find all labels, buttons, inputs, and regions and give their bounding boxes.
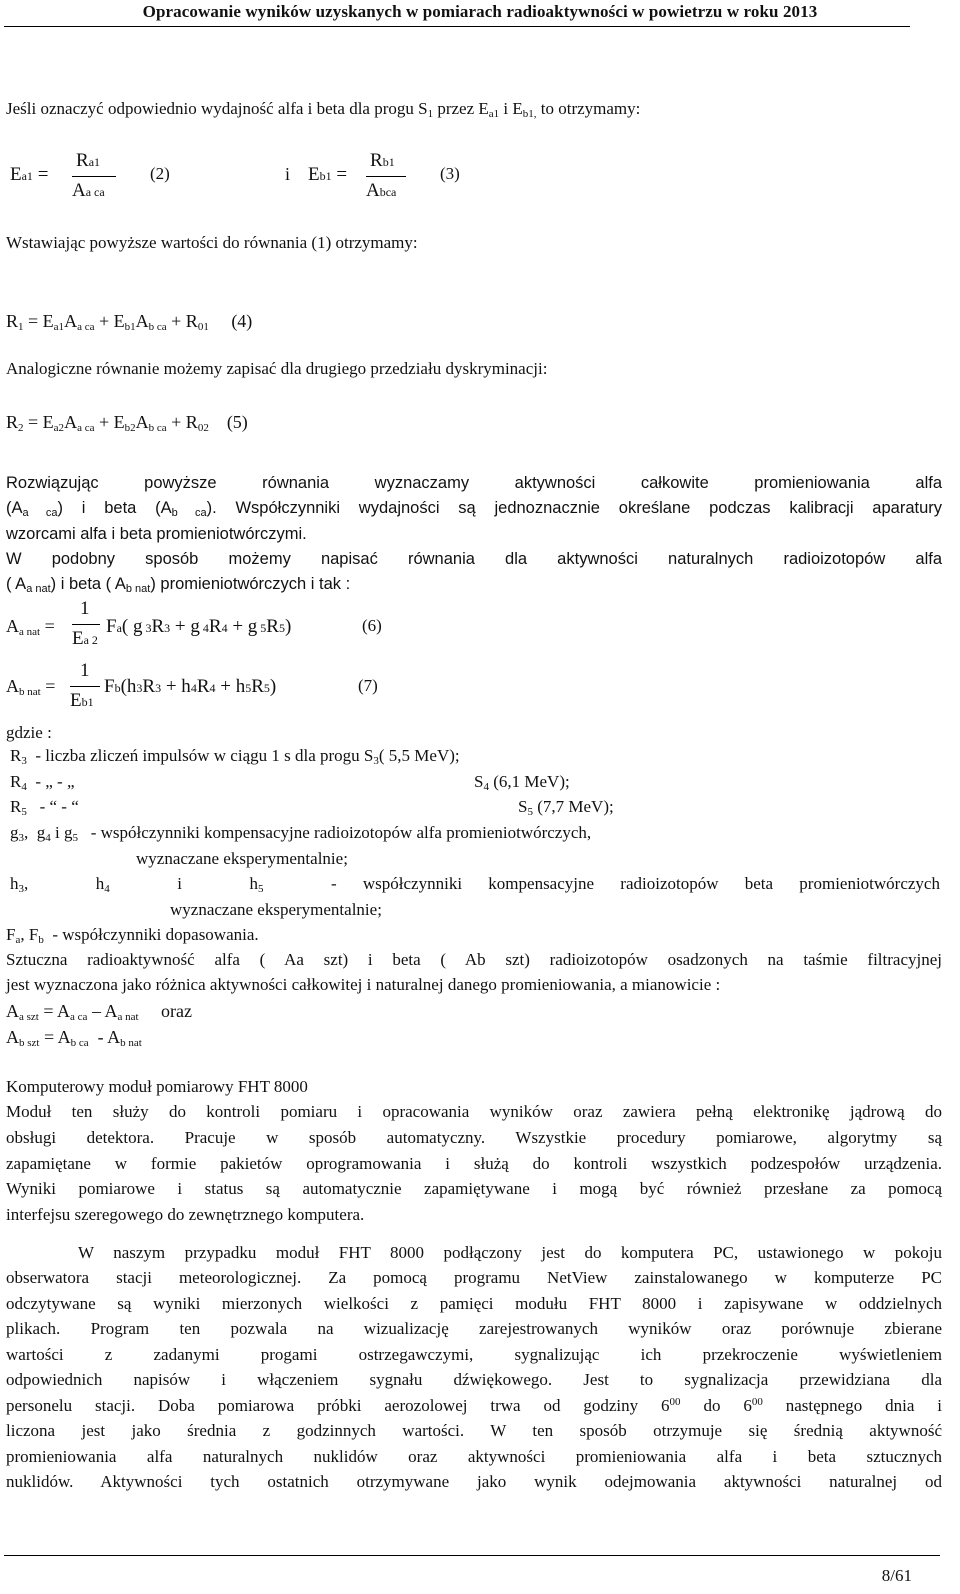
document-page: Opracowanie wyników uzyskanych w pomiarach radioaktywności w powietrzu w roku 2013 Jeśli oznaczyć odpowiednio wydajność alfa i beta dla progu $S_1$ przez $E_{a1}$ i $E_{b1,}$ to otrzymamy: Ea1 = Ra1 Aa ca (2) i Eb1 = Rb1 Abca (3) Wstawiając powyższe wartości do równania (1) otrzymamy: $R_1 = E_{a1}A_{a ca} + E_{b1}A_{b ca} + R_{01}$ (4) Analogiczne równanie możemy zapisać dla drugiego przedziału dyskryminacji: $R_2 = E_{a2}A_{a ca} + E_{b2}A_{b ca} + R_{02}$ (5) Rozwiązując powyższe równania wyznaczamy aktywności całkowite promieniowania alfa $(A_{a ca})$ i beta $(A_{b ca})$. Współczynniki wydajności są jednoznacznie określane podczas kalibracji aparatury wzorcami alfa i beta promieniotwórczymi. W podobny sposób możemy napisać równania dla aktywności naturalnych radioizotopów alfa ( $A_{a nat}$) i beta ( $A_{b nat}$) promieniotwórczych i tak : $A_{a nat}$ = 1 Ea 2 Fa( g 3R3 + g 4R4 + g 5R5) (6) $A_{b nat}$ = 1 Eb1 Fb(h3R3 + h4R4 + h5R5) (7) gdzie : $R_3$ - liczba zliczeń impulsów w ciągu 1 s dla progu $S_3$( 5,5 MeV); $R_4$ - „ - „ $S_4$ (6,1 MeV); $R_5$ - “ - “ $S_5$ (7,7 MeV); $g_3$, $g_4$ i $g_5$ - współczynniki kompensacyjne radioizotopów alfa promieniotwórczych, wyznaczane eksperymentalnie; $h_3$, $h_4$ i $h_5$ - współczynniki kompensacyjne radioizotopów beta promieniotwórczych wyznaczane eksperymentalnie; $F_a$, $F_b$ - współczynniki dopasowania. Sztuczna radioaktywność alfa ( Aa szt) i beta ( Ab szt) radioizotopów osadzonych na taśmie filtracyjnej jest wyznaczona jako różnica aktywności całkowitej i naturalnej danego promieniowania, a mianowicie : $A_{a szt} = A_{a ca} - A_{a nat}$ oraz $A_{b szt} = A_{b ca} - A_{b nat}$ Komputerowy moduł pomiarowy FHT 8000 Moduł ten służy do kontroli pomiaru i opracowania wyników oraz zawiera pełną elektronikę jądrową do obsługi detektora. Pracuje w sposób automatyczny. Wszystkie procedury pomiarowe, algorytmy są zapamiętane w formie pakietów oprogramowania i służą do kontroli wszystkich podzespołów urządzenia. Wyniki pomiarowe i status są automatycznie zapamiętywane i mogą być również przesłane za pomocą interfejsu szeregowego do zewnętrznego komputera. W naszym przypadku moduł FHT 8000 podłączony jest do komputera PC, ustawionego w pokoju obserwatora stacji meteorologicznej. Za pomocą programu NetView zainstalowanego w komputerze PC odczytywane są wyniki mierzonych wielkości z pamięci modułu FHT 8000 i zapisywane w oddzielnych plikach. Program ten pozwala na wizualizację zarejestrowanych wyników oraz porównuje zbierane wartości z zadanymi progami ostrzegawczymi, sygnalizując ich przekroczenie wyświetleniem odpowiednich napisów i włączeniem sygnału dźwiękowego. Jest to sygnalizacja przewidziana dla personelu stacji. Doba pomiarowa próbki aerozolowej trwa od godziny $6^{00}$ do $6^{00}$ następnego dnia i liczona jest jako średnia z godzinnych wartości. W ten sposób otrzymuje się średnią aktywność promieniowania alfa naturalnych nuklidów oraz aktywności promieniowania alfa i beta sztucznych nuklidów. Aktywności tych ostatnich otrzymywane jako wynik odejmowania aktywności naturalnej od 8/61 xyxy=(0,0,960,1594)
footer-rule xyxy=(4,1555,940,1556)
def-r5: $R_5$ - “ - “ xyxy=(10,797,79,818)
def-r4: $R_4$ - „ - „ xyxy=(10,772,75,793)
equation-4: $R_1 = E_{a1}A_{a ca} + E_{b1}A_{b ca} + R_{01}$ (4) xyxy=(6,311,253,333)
intro-line: Jeśli oznaczyć odpowiednio wydajność alfa i beta dla progu $S_1$ przez $E_{a1}$ i $E_{b1,}$ to otrzymamy: xyxy=(6,99,641,120)
text-analog: Analogiczne równanie możemy zapisać dla drugiego przedziału dyskryminacji: xyxy=(6,359,548,378)
eq2-den: A xyxy=(72,180,86,201)
module-line: zapamiętane w formie pakietów oprogramowania i służą do kontroli wszystkich podzespołów urządzenia. xyxy=(6,1154,942,1173)
eq3-den: A xyxy=(366,180,380,201)
eq2-lhs-sub: a1 xyxy=(21,169,33,183)
header-rule xyxy=(4,26,910,27)
def-s5: $S_5$ (7,7 MeV); xyxy=(518,797,614,818)
section-title: Komputerowy moduł pomiarowy FHT 8000 xyxy=(6,1077,308,1096)
eq3-num: R xyxy=(370,150,383,171)
header-title: Opracowanie wyników uzyskanych w pomiarach radioaktywności w powietrzu w roku 2013 xyxy=(142,2,818,21)
para-solve-line2: $(A_{a ca})$ i beta $(A_{b ca})$. Współczynniki wydajności są jednoznacznie określane podczas kalibracji aparatury xyxy=(6,499,943,519)
module-line: Wyniki pomiarowe i status są automatycznie zapamiętywane i mogą być również przesłane za pomocą xyxy=(6,1179,942,1198)
pc-line7-text: personelu stacji. Doba pomiarowa próbki aerozolowej trwa od godziny 6 xyxy=(6,1396,670,1415)
module-line: Moduł ten służy do kontroli pomiaru i opracowania wyników oraz zawiera pełną elektronikę jądrową do xyxy=(6,1102,942,1121)
formula-b-szt: $A_{b szt} = A_{b ca} - A_{b nat}$ xyxy=(6,1027,142,1049)
eq2-num-sub: a1 xyxy=(88,155,101,169)
def-h-text: - współczynniki kompensacyjne radioizotopów beta promieniotwórczych xyxy=(330,874,940,893)
pc-line: liczona jest jako średnia z godzinnych wartości. W ten sposób otrzymuje się średnią aktywność xyxy=(6,1421,942,1440)
def-g2: wyznaczane eksperymentalnie; xyxy=(136,849,348,868)
pc-line: plikach. Program ten pozwala na wizualizację zarejestrowanych wyników oraz porównuje zbierane xyxy=(6,1319,942,1338)
eq4-label: (4) xyxy=(231,311,253,331)
eq7-fraction-bar xyxy=(70,686,100,687)
eq2-lhs: E xyxy=(10,164,22,185)
para-solve-line2-tail: ). Współczynniki wydajności są jednoznacznie określane podczas kalibracji aparatury xyxy=(206,499,943,517)
def-r4-mid: - „ - „ xyxy=(35,772,75,791)
para-natural-line2-tail: ) promieniotwórczych i tak : xyxy=(150,575,351,593)
def-s4: $S_4$ (6,1 MeV); xyxy=(474,772,570,793)
def-g: $g_3$, $g_4$ i $g_5$ - współczynniki kompensacyjne radioizotopów alfa promieniotwórczych, xyxy=(10,823,592,844)
pc-line xyxy=(6,1393,942,1418)
pc-line: W naszym przypadku moduł FHT 8000 podłączony jest do komputera PC, ustawionego w pokoju xyxy=(78,1243,942,1262)
module-line: interfejsu szeregowego do zewnętrznego komputera. xyxy=(6,1205,365,1224)
intro-text: Jeśli oznaczyć odpowiednio wydajność alfa i beta dla progu S xyxy=(6,99,428,118)
def-r4-tail: (6,1 MeV); xyxy=(493,772,570,791)
def-r3-tail: ( 5,5 MeV); xyxy=(378,746,460,765)
page-number: 8/61 xyxy=(881,1566,912,1585)
eq7-label: (7) xyxy=(358,676,378,695)
oraz-word: oraz xyxy=(161,1001,193,1021)
pc-line: odpowiednich napisów i włączeniem sygnału dźwiękowego. Jest to sygnalizacja przewidziana dla xyxy=(6,1370,942,1389)
para-artificial-line1: Sztuczna radioaktywność alfa ( Aa szt) i beta ( Ab szt) radioizotopów osadzonych na taśmie filtracyjnej xyxy=(6,950,942,969)
pc-line: odczytywane są wyniki mierzonych wielkości z pamięci modułu FHT 8000 i zapisywane w oddzielnych xyxy=(6,1294,942,1313)
def-h: $h_3$, $h_4$ i $h_5$ - współczynniki kompensacyjne radioizotopów beta promieniotwórczych xyxy=(10,874,940,895)
pc-line: nuklidów. Aktywności tych ostatnich otrzymywane jako wynik odejmowania aktywności naturalnej od xyxy=(6,1472,942,1491)
pc-line: wartości z zadanymi progami ostrzegawczymi, sygnalizując ich przekroczenie wyświetleniem xyxy=(6,1345,942,1364)
eq5-label: (5) xyxy=(226,412,248,432)
eq3-fraction-bar xyxy=(366,176,406,177)
def-r5-mid: - “ - “ xyxy=(39,797,79,816)
para-solve-line1: Rozwiązując powyższe równania wyznaczamy aktywności całkowite promieniowania alfa xyxy=(6,474,942,492)
pc-line: promieniowania alfa naturalnych nuklidów oraz aktywności promieniowania alfa i beta sztucznych xyxy=(6,1447,942,1466)
sup-00: 00 xyxy=(751,1396,763,1408)
eq2-label: (2) xyxy=(150,164,170,183)
def-r5-tail: (7,7 MeV); xyxy=(537,797,614,816)
eq6-label: (6) xyxy=(362,616,382,635)
eq3-lhs: E xyxy=(308,164,320,185)
eq3-num-sub: b1 xyxy=(382,155,395,169)
eq2-fraction-bar xyxy=(72,176,116,177)
eq3-lhs-sub: b1 xyxy=(319,169,332,183)
eq2-den-sub: a ca xyxy=(85,185,105,199)
def-g-text: - współczynniki kompensacyjne radioizotopów alfa promieniotwórczych, xyxy=(90,823,592,842)
eq3-den-sub: bca xyxy=(379,185,397,199)
sup-00: 00 xyxy=(669,1396,681,1408)
text-insert: Wstawiając powyższe wartości do równania (1) otrzymamy: xyxy=(6,233,418,252)
formula-a-szt: $A_{a szt} = A_{a ca} - A_{a nat}$ oraz xyxy=(6,1001,193,1023)
def-f: $F_a$, $F_b$ - współczynniki dopasowania. xyxy=(6,925,259,946)
where-label: gdzie : xyxy=(6,723,52,742)
equation-5: $R_2 = E_{a2}A_{a ca} + E_{b2}A_{b ca} + R_{02}$ (5) xyxy=(6,412,248,434)
def-r3: $R_3$ - liczba zliczeń impulsów w ciągu 1 s dla progu $S_3$( 5,5 MeV); xyxy=(10,746,460,767)
eq6-fraction-bar xyxy=(72,624,100,625)
para-solve-line3: wzorcami alfa i beta promieniotwórczymi. xyxy=(6,525,307,543)
para-artificial-line2: jest wyznaczona jako różnica aktywności całkowitej i naturalnej danego promieniowania, a mianowicie : xyxy=(6,975,721,994)
eq2-num: R xyxy=(76,150,89,171)
eq-connector: i xyxy=(285,164,291,184)
def-f-text: - współczynniki dopasowania. xyxy=(52,925,259,944)
para-natural-line1: W podobny sposób możemy napisać równania dla aktywności naturalnych radioizotopów alfa xyxy=(6,550,942,568)
para-natural-line2: ( $A_{a nat}$) i beta ( $A_{b nat}$) promieniotwórczych i tak : xyxy=(6,575,351,595)
module-line: obsługi detektora. Pracuje w sposób automatyczny. Wszystkie procedury pomiarowe, algorytmy są xyxy=(6,1128,942,1147)
def-r3-text: - liczba zliczeń impulsów w ciągu 1 s dla progu S xyxy=(35,746,374,765)
pc-line: obserwatora stacji meteorologicznej. Za pomocą programu NetView zainstalowanego w komputerze PC xyxy=(6,1268,942,1287)
def-h2: wyznaczane eksperymentalnie; xyxy=(170,900,382,919)
page-header xyxy=(0,0,960,40)
pc-line7-mid: do 6 xyxy=(703,1396,752,1415)
pc-line7-tail: następnego dnia i xyxy=(785,1396,943,1415)
eq3-label: (3) xyxy=(440,164,460,183)
